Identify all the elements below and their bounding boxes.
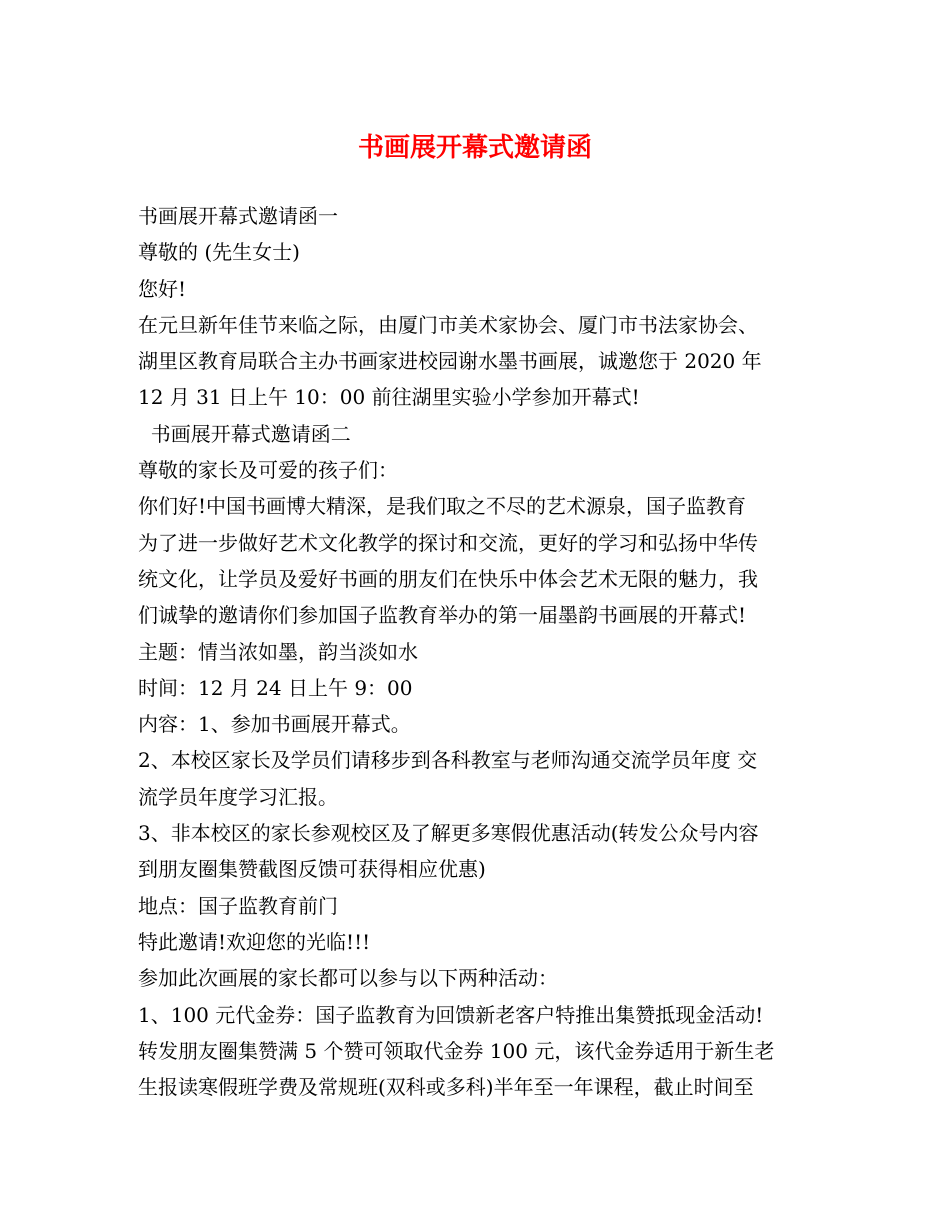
body-line-12: 们诚挚的邀请你们参加国子监教育举办的第一届墨韵书画展的开幕式! (138, 603, 747, 628)
body-line-19: 到朋友圈集赞截图反馈可获得相应优惠) (138, 857, 486, 882)
body-line-3: 您好! (138, 276, 187, 301)
body-line-18: 3、非本校区的家长参观校区及了解更多寒假优惠活动(转发公众号内容 (138, 821, 759, 846)
body-line-6: 12 月 31 日上午 10：00 前往湖里实验小学参加开幕式! (138, 385, 640, 410)
body-line-13: 主题：情当浓如墨，韵当淡如水 (138, 639, 418, 664)
body-line-22: 参加此次画展的家长都可以参与以下两种活动： (138, 966, 558, 991)
body-line-15: 内容：1、参加书画展开幕式。 (138, 712, 411, 737)
body-line-9: 你们好!中国书画博大精深，是我们取之不尽的艺术源泉，国子监教育 (138, 494, 747, 519)
body-line-8: 尊敬的家长及可爱的孩子们： (138, 458, 398, 483)
body-line-4: 在元旦新年佳节来临之际，由厦门市美术家协会、厦门市书法家协会、 (138, 312, 758, 337)
document-title: 书画展开幕式邀请函 (357, 133, 592, 163)
body-line-7: 书画展开幕式邀请函二 (138, 421, 351, 446)
body-line-5: 湖里区教育局联合主办书画家进校园谢水墨书画展，诚邀您于 2020 年 (138, 349, 762, 374)
body-line-1: 书画展开幕式邀请函一 (138, 204, 338, 228)
body-line-23: 1、100 元代金券：国子监教育为回馈新老客户特推出集赞抵现金活动! (138, 1002, 764, 1027)
body-line-17: 流学员年度学习汇报。 (138, 784, 338, 809)
body-line-24: 转发朋友圈集赞满 5 个赞可领取代金券 100 元，该代金券适用于新生老 (138, 1038, 775, 1063)
body-line-11: 统文化，让学员及爱好书画的朋友们在快乐中体会艺术无限的魅力，我 (138, 566, 758, 591)
body-line-10: 为了进一步做好艺术文化教学的探讨和交流，更好的学习和弘扬中华传 (138, 530, 758, 555)
body-line-16: 2、本校区家长及学员们请移步到各科教室与老师沟通交流学员年度 交 (138, 748, 758, 773)
body-line-25: 生报读寒假班学费及常规班(双科或多科)半年至一年课程，截止时间至 (138, 1075, 754, 1100)
document-body (138, 198, 818, 1105)
body-line-20: 地点：国子监教育前门 (138, 893, 338, 918)
body-line-21: 特此邀请!欢迎您的光临!!! (138, 929, 371, 954)
body-line-2: 尊敬的 (先生女士) (138, 240, 300, 265)
body-line-14: 时间：12 月 24 日上午 9：00 (138, 675, 413, 700)
